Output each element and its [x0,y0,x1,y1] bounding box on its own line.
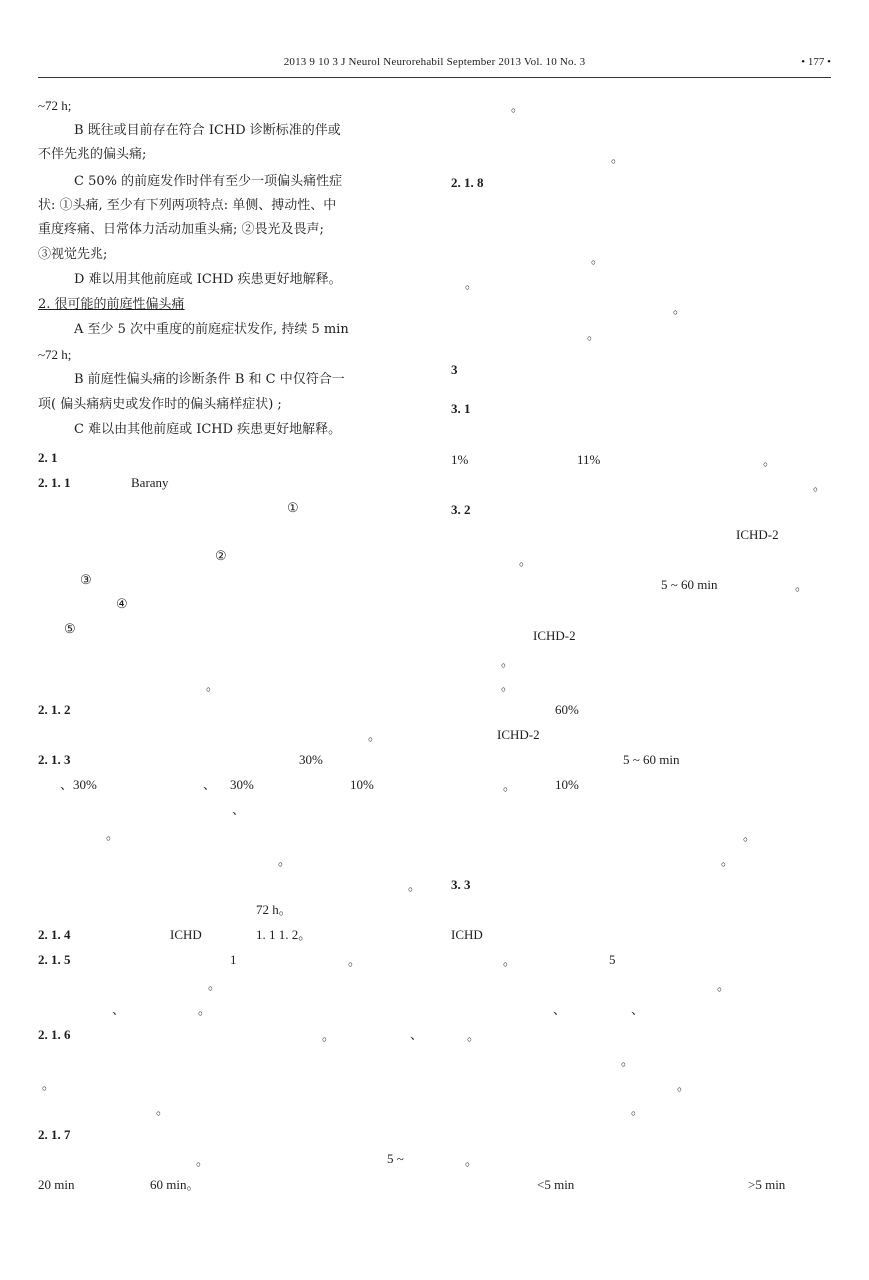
ichd-text: ICHD [451,927,483,942]
punct: 。 [813,478,827,493]
barany-text: Barany [131,475,169,490]
ichd2-text: ICHD-2 [533,628,576,643]
section-2-1-8: 2. 1. 8 [451,175,484,190]
number-1: 1 [230,952,237,967]
punct: 。 [501,654,515,669]
pct-10: 10% [350,777,374,792]
section-3-3: 3. 3 [451,877,471,892]
circled-4: ④ [116,596,128,611]
punct: 。 [368,728,382,743]
subheading-probable: 2. 很可能的前庭性偏头痛 [38,297,185,312]
punct: 。 [519,553,533,568]
punct: 。 [322,1028,336,1043]
text-line: B 前庭性偏头痛的诊断条件 B 和 C 中仅符合一 [74,372,345,387]
running-header [38,56,831,74]
section-2-1-5: 2. 1. 5 [38,952,71,967]
section-2-1-6: 2. 1. 6 [38,1027,71,1042]
pct-30: 30% [299,752,323,767]
punct: 。 [465,276,479,291]
punct: 。 [591,251,605,266]
text-line: C 50% 的前庭发作时伴有至少一项偏头痛性症 [74,174,343,189]
circled-5: ⑤ [64,621,76,636]
punct: 。 [501,678,515,693]
ichd2-text: ICHD-2 [736,527,779,542]
pct-60: 60% [555,702,579,717]
punct: 。 [511,99,525,114]
punct: 。 [106,827,120,842]
punct: 。 [198,1002,212,1017]
section-3: 3 [451,362,458,377]
punct: 、 [410,1027,424,1042]
punct: 。 [631,1102,645,1117]
section-2-1-4: 2. 1. 4 [38,927,71,942]
punct: 、 [553,1002,567,1017]
ichd-text: ICHD [170,927,202,942]
text-line: 重度疼痛、日常体力活动加重头痛; ②畏光及畏声; [38,222,324,237]
circled-1: ① [287,500,299,515]
section-2-1-2: 2. 1. 2 [38,702,71,717]
punct: 。 [503,778,517,793]
more-than-5-min: >5 min [748,1177,786,1192]
punct: 。 [717,978,731,993]
minutes-60: 60 min。 [150,1177,200,1192]
minutes-20: 20 min [38,1177,75,1192]
section-2-1-7: 2. 1. 7 [38,1127,71,1142]
punct: 、 [631,1002,645,1017]
ichd2-text: ICHD-2 [497,727,540,742]
punct: 。 [673,301,687,316]
range-start: 5 ~ [387,1151,404,1166]
text-line: C 难以由其他前庭或 ICHD 疾患更好地解释。 [74,422,342,437]
section-2-1-3: 2. 1. 3 [38,752,71,767]
punct: 。 [621,1053,635,1068]
punct: 。 [467,1028,481,1043]
number-5: 5 [609,952,616,967]
text-line: 不伴先兆的偏头痛; [38,147,147,162]
punct: 、 [112,1002,126,1017]
punct: 。 [721,853,735,868]
punct: 。 [348,953,362,968]
journal-meta: 2013 9 10 3 J Neurol Neurorehabil September 2013 Vol. 10 No. 3 [283,56,586,68]
punct: 。 [206,678,220,693]
range-5-60: 5 ~ 60 min [623,752,680,767]
section-3-1: 3. 1 [451,401,471,416]
range-5-60: 5 ~ 60 min [661,577,718,592]
punct: 。 [278,853,292,868]
text-line: ③视觉先兆; [38,247,108,262]
ref-text: 1. 1 1. 2。 [256,927,312,942]
punct: 。 [156,1102,170,1117]
text-line: A 至少 5 次中重度的前庭症状发作, 持续 5 min [74,322,349,337]
circled-3: ③ [80,572,92,587]
section-2-1-1: 2. 1. 1 [38,475,71,490]
section-2-1: 2. 1 [38,450,58,465]
punct: 。 [208,977,222,992]
punct: 。 [743,828,757,843]
punct: 。 [611,150,625,165]
text-line: ~72 h; [38,98,72,113]
pct-1: 1% [451,452,469,467]
punct: 。 [196,1153,210,1168]
header-rule [38,77,831,78]
punct: 。 [587,327,601,342]
punct: 、 [203,777,217,792]
pct-30: 30% [230,777,254,792]
text-line: ~72 h; [38,347,72,362]
less-than-5-min: <5 min [537,1177,575,1192]
punct: 。 [42,1077,56,1092]
pct-11: 11% [577,452,601,467]
hours-72: 72 h。 [256,902,292,917]
circled-2: ② [215,548,227,563]
punct: 。 [408,878,422,893]
punct: 。 [503,953,517,968]
text-line: B 既往或目前存在符合 ICHD 诊断标准的伴或 [74,123,341,138]
text-line: 项( 偏头痛病史或发作时的偏头痛样症状) ; [38,397,282,412]
pct-30: 、30% [60,777,97,792]
punct: 。 [763,453,777,468]
pct-10: 10% [555,777,579,792]
section-3-2: 3. 2 [451,502,471,517]
punct: 。 [677,1078,691,1093]
punct: 。 [465,1153,479,1168]
text-line: 状: ①头痛, 至少有下列两项特点: 单侧、搏动性、中 [38,198,337,213]
text-line: D 难以用其他前庭或 ICHD 疾患更好地解释。 [74,272,342,287]
page-number: • 177 • [801,56,831,68]
punct: 、 [232,802,246,817]
punct: 。 [795,578,809,593]
